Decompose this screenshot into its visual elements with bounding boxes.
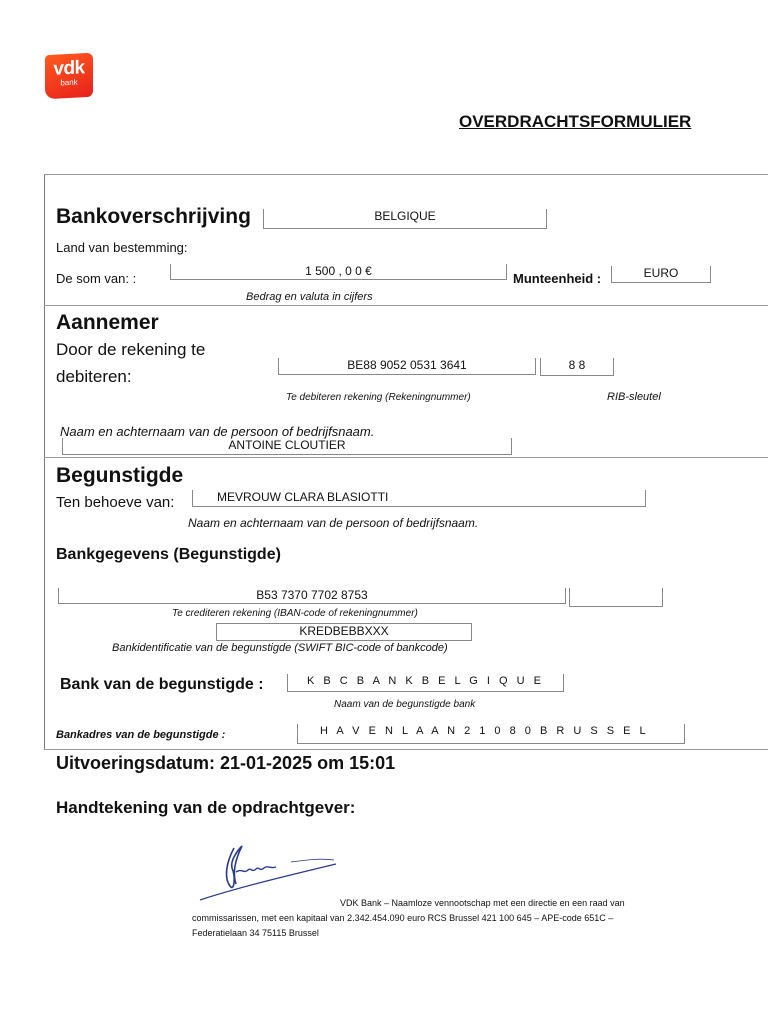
country-label: Land van bestemming: [56,240,188,255]
execution-date: Uitvoeringsdatum: 21-01-2025 om 15:01 [56,753,396,773]
beneficiary-bank-field[interactable]: K B C B A N K B E L G I Q U E [287,674,564,692]
logo-sub: bank [60,77,78,88]
debit-account-hint: Te debiteren rekening (Rekeningnummer) [286,392,471,403]
amount-hint: Bedrag en valuta in cijfers [246,291,373,303]
vdk-logo [45,53,93,100]
bank-address-label: Bankadres van de begunstigde : [56,729,226,741]
section-heading-bankoverschrijving: Bankoverschrijving [56,205,251,228]
debit-account-field[interactable]: BE88 9052 0531 3641 [278,358,536,375]
beneficiary-field[interactable]: MEVROUW CLARA BLASIOTTI [192,490,646,507]
form-title: OVERDRACHTSFORMULIER [459,112,692,131]
logo-word: vdk [53,57,85,80]
currency-label: Munteenheid : [513,271,602,286]
section-heading-aannemer: Aannemer [56,311,159,334]
footer-line-1: VDK Bank – Naamloze vennootschap met een directie en een raad van [340,898,625,908]
swift-hint: Bankidentificatie van de begunstigde (SWIFT BIC-code of bankcode) [112,642,448,654]
divider-1 [44,305,768,306]
iban-extra-field[interactable] [569,588,663,607]
signature-image [196,838,346,908]
section-heading-begunstigde: Begunstigde [56,464,184,487]
frame-top-line [44,174,768,175]
currency-field[interactable]: EURO [611,266,711,283]
beneficiary-label: Ten behoeve van: [56,494,175,511]
beneficiary-bank-label: Bank van de begunstigde : [60,676,264,693]
payer-name-field[interactable]: ANTOINE CLOUTIER [62,438,512,455]
payer-name-hint: Naam en achternaam van de persoon of bedrijfsnaam. [60,424,375,439]
amount-label: De som van: : [56,271,137,286]
country-field[interactable]: BELGIQUE [263,209,547,229]
divider-2 [44,457,768,458]
bank-details-heading: Bankgegevens (Begunstigde) [56,546,281,563]
form-frame-left [44,174,45,749]
rib-key-hint: RIB-sleutel [607,391,661,403]
footer-line-2: commissarissen, met een kapitaal van 2.342.454.090 euro RCS Brussel 421 100 645 – APE-code 651C – [192,913,614,923]
amount-field[interactable]: 1 500 , 0 0 € [170,264,507,280]
swift-field[interactable]: KREDBEBBXXX [216,623,472,641]
signature-label: Handtekening van de opdrachtgever: [56,798,356,817]
footer-line-3: Federatielaan 34 75115 Brussel [192,928,319,938]
beneficiary-hint: Naam en achternaam van de persoon of bedrijfsnaam. [188,516,479,530]
frame-bottom-line [44,749,768,750]
bank-address-field[interactable]: H A V E N L A A N 2 1 0 8 0 B R U S S E L [297,724,685,744]
debit-label-line2: debiteren: [56,367,132,386]
rib-key-field[interactable]: 8 8 [540,358,614,376]
iban-hint: Te crediteren rekening (IBAN-code of rekeningnummer) [172,608,418,619]
iban-field[interactable]: B53 7370 7702 8753 [58,588,566,604]
debit-label-line1: Door de rekening te [56,340,206,359]
beneficiary-bank-hint: Naam van de begunstigde bank [334,699,476,710]
